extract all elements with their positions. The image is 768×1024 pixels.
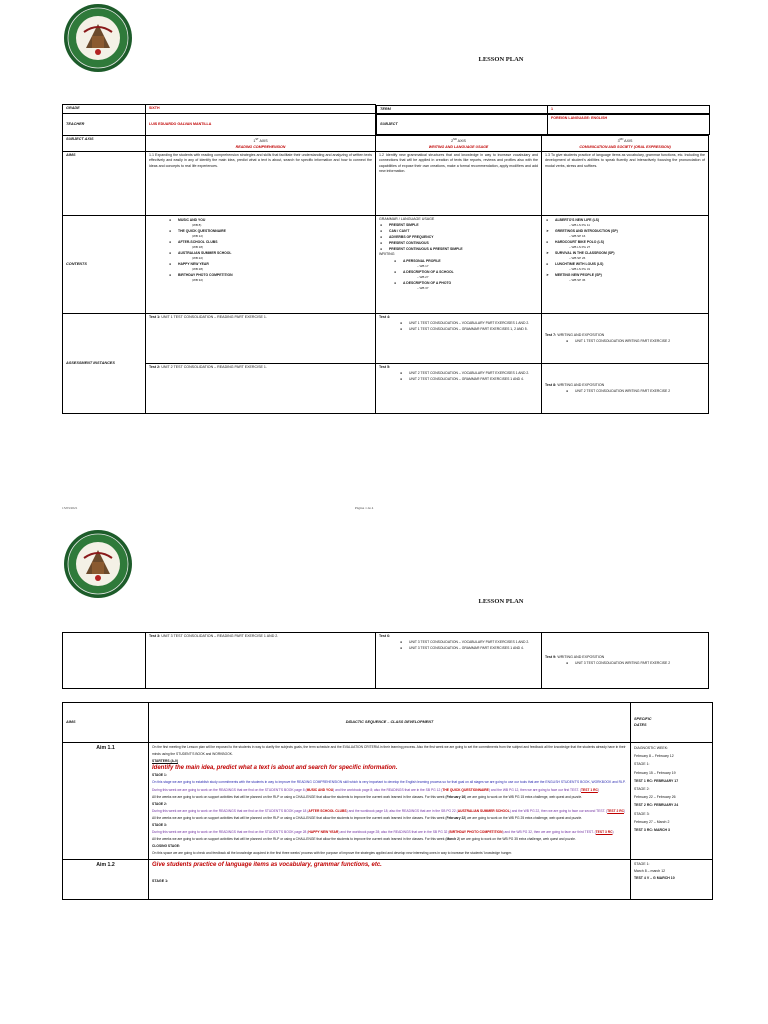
list-item: ● UNIT 1 TEST CONSOLIDATION – GRAMMAR PART EXERCISES 1, 2 AND 5. — [400, 327, 528, 332]
contents-reading — [146, 215, 376, 313]
axis-label: SUBJECT AXIS — [63, 135, 146, 151]
lesson-plan-title: LESSON PLAN — [478, 598, 524, 605]
list-item: ● HAPPY NEW YEAR (WB 28) — [169, 261, 209, 271]
grade-row — [63, 105, 709, 114]
contents-row — [63, 215, 709, 313]
test-4-cell: Test 4: ● UNIT 1 TEST CONSOLIDATION – VOCABULARY PART EXERCISES 1 AND 2. ● UNIT 1 TEST CONSOLIDATION – GRAMMAR PART EXERCISES 1, 2 AND 5. — [376, 313, 542, 363]
assessment-label: ASSESSMENT INSTANCES — [63, 313, 146, 413]
contents-writing: GRAMMAR / LANGUAGE USAGE ● PRESENT SIMPLE ● CAN / CAN'T ● ADVERBS OF FREQUENCY ● PRESENT CONTINUOUS ● PRESENT CONTINUOUS & PRESENT SIMPLE WRITING ● A PERSONAL PROFILE – WB 17 ● A DESCRIPTION OF A SCHOOL – WB 27 ● A DESCRIPTION OF A PHOTO – WB 37 — [376, 215, 542, 313]
axis-2: 2ND AXIS WRITING AND LANGUAGE USAGE — [376, 135, 542, 151]
test-7-cell: Test 7: WRITING AND EXPOSITION ● UNIT 1 TEST CONSOLIDATION WRITING PART EXERCISE 2 — [542, 313, 709, 363]
aims-header: AIMS — [63, 703, 149, 743]
list-item: ● UNIT 1 TEST CONSOLIDATION WRITING PART EXERCISE 2 — [566, 339, 671, 344]
dates-header: SPECIFIC DATES — [631, 703, 713, 743]
list-item: ➤ GREETINGS AND INTRODUCTION (SP) – WB SP 16 — [546, 228, 618, 238]
test-3-cell: Test 3: UNIT 3 TEST CONSOLIDATION – READING PART EXERCISE 1 AND 2. — [146, 633, 376, 689]
list-item: ● UNIT 3 TEST CONSOLIDATION WRITING PART EXERCISE 2 — [566, 661, 671, 666]
list-item: ● UNIT 2 TEST CONSOLIDATION – VOCABULARY PART EXERCISES 1 AND 2. — [400, 371, 530, 376]
list-item: ● PRESENT SIMPLE — [380, 223, 419, 228]
teacher-value: LUIS EDUARDO GALVAN MANTILLA — [146, 114, 376, 136]
list-item: ● THE QUICK QUESTIONNAIRE (WB 12) — [169, 228, 226, 238]
aim-1-1-sequence: On the first meeting the Lesson plan will be exposed to the students in way to clarify the subjects goals, the term schedule and the EVALUATION CRITERIA in their learning process. Also the first week we are going to set the commitments from the subject and feedback all the knowledge that the students already have in their minds using the STUDENT'S BOOK and WORKBOOK. STARTERS (A-0) Identify the main idea, predict what a text is about and search for specific information. STAGE 1: On this stage we are going to establish study commitments with the students in way to improve the READING COMPREHENSION skill which is very important to develop the English learning process so for that goal on all stages we are going to use our tools that are the ENGLISH STUDENT'S BOOK, WORKBOOK and RLP. During this week we are going to work on the READINGS that we find on the STUDENT'S BOOK page 8 (MUSIC AND YOU) and the workbook page 8; also the READINGS that are in the SB PG 12 (THE QUICK QUESTIONNAIRE) and the WB PG 12, then we are going to face our first TEST. (TEST 1 RC) All the weeks we are going to work on support activities that will be planned on the RLP or using a CHALLENGE that allow the students to improve the current work learned in the classes. For this week (February 16) we are going to work on the WB PG 15 extra challenge, web quest and puzzle. STAGE 2: During this week we are going to work on the READINGS that we find on the STUDENT'S BOOK page 18 (AFTER SCHOOL CLUBS) and the workbook page 18; also the READINGS that are in the SB PG 22 (AUSTRALIAN SUMMER SCHOOL) and the WB PG 22, then we are going to face our second TEST. (TEST 2 RC) All the weeks we are going to work on support activities that will be planned on the RLP or using a CHALLENGE that allow the students to improve the current work learned in the classes. For this week (February 22) we are going to work on the WB PG 25 extra challenge, web quest and puzzle. STAGE 3: During this week we are going to work on the READINGS that we find on the STUDENT'S BOOK page 28 (HAPPY NEW YEAR) and the workbook page 28; also the READINGS that are in the SB PG 32 (BIRTHDAY PHOTO COMPETITION) and the WB PG 32, then we are going to face our third TEST. (TEST 3 RC) All the weeks we are going to work on support activities that will be planned on the RLP or using a CHALLENGE that allow the students to improve the current work learned in the classes. For this week (March 2) we are going to work on the WB PG 35 extra challenge, web quest and puzzle. CLOSING STAGE: On this space we are going to check and feedback all the knowledge acquired in the first three weeks' process with the purpose of improve the strategies applied and develop new interesting ones in way to increase the students' knowledge hunger. — [149, 743, 631, 860]
term-value: 1 — [548, 105, 710, 113]
list-item: ● A PERSONAL PROFILE – WB 17 — [394, 258, 441, 268]
aim-1-2-headline: Give students practice of language items as vocabulary, grammar functions, etc. — [152, 861, 382, 868]
lesson-plan-table-1 — [62, 104, 709, 414]
list-item: ● CAN / CAN'T — [380, 229, 410, 234]
test-8-cell: Test 8: WRITING AND EXPOSITION ● UNIT 2 TEST CONSOLIDATION WRITING PART EXERCISE 2 — [542, 363, 709, 413]
aim-1-1-headline: Identify the main idea, predict what a text is about and search for specific information. — [152, 765, 398, 772]
axis-row — [63, 135, 709, 151]
axis-1: 1ST AXIS READING COMPREHENSION — [146, 135, 376, 151]
teacher-label: TEACHER — [63, 114, 146, 136]
aim-1-1-label: Aim 1.1 — [63, 743, 149, 860]
assessment-row-2 — [63, 363, 709, 413]
list-item: ● A DESCRIPTION OF A PHOTO – WB 37 — [394, 280, 452, 290]
school-seal-logo — [62, 2, 134, 74]
aim-1-2-label: Aim 1.2 — [63, 859, 149, 899]
test-5-cell: Test 5: ● UNIT 2 TEST CONSOLIDATION – VOCABULARY PART EXERCISES 1 AND 2. ● UNIT 2 TEST CONSOLIDATION – GRAMMAR PART EXERCISES 1 AND 4. — [376, 363, 542, 413]
assessment-row-1 — [63, 313, 709, 363]
aim-1-2-text: 1.2 Identify new grammatical structures that and knowledge in way to increase vocabulary and connections that will be applied in creation of texts like reports, reviews and profiles also with the capabilities of expose their own creations, make a formal recommendation, apply modifiers and add new information. — [376, 151, 542, 215]
list-item: ➤ SURVIVAL IN THE CLASSROOM (SP) – WB SP 26 — [546, 250, 615, 260]
test-6-cell: Test 6: ● UNIT 3 TEST CONSOLIDATION – VOCABULARY PART EXERCISES 1 AND 2. ● UNIT 3 TEST CONSOLIDATION – GRAMMAR PART EXERCISES 1 AND 4. — [376, 633, 542, 689]
footer-page-number: Página 1 de 4 — [355, 506, 374, 510]
list-item: ● UNIT 3 TEST CONSOLIDATION – GRAMMAR PART EXERCISES 1 AND 4. — [400, 646, 524, 651]
list-item: ● PRESENT CONTINUOUS & PRESENT SIMPLE — [380, 247, 463, 252]
footer-date: 15/03/2021 — [62, 506, 78, 510]
list-item: ● BIRTHDAY PHOTO COMPETITION (WB 32) — [169, 272, 233, 282]
aim-1-2-sequence: Give students practice of language items as vocabulary, grammar functions, etc. STAGE 1: — [149, 859, 631, 899]
list-item: ● UNIT 3 TEST CONSOLIDATION – VOCABULARY PART EXERCISES 1 AND 2. — [400, 640, 530, 645]
aim-1-1-text: 1.1 Expanding the students with reading comprehension strategies and skills that facilitate their understanding and analyzing of written texts effectively and easily in any of identify the main idea, predict what a text is about, search for specific information and how to connect the ideas and concepts to real life experiences. — [146, 151, 376, 215]
aim-1-2-row — [63, 859, 713, 899]
list-item: ● LUNCHTIME WITH LOUIS (LS) – WB LS PG 31 — [546, 261, 604, 271]
assessment-continued-table — [62, 632, 709, 689]
aim-1-1-row — [63, 743, 713, 860]
test-1-cell: Test 1: UNIT 1 TEST CONSOLIDATION – READING PART EXERCISE 1. — [146, 313, 376, 363]
axis-3: 3RD AXIS COMUNICATION AND SOCIETY (ORAL EXPRESSION) — [542, 135, 709, 151]
test-2-cell: Test 2: UNIT 2 TEST CONSOLIDATION – READING PART EXERCISE 1. — [146, 363, 376, 413]
list-item: ● AUSTRALIAN SUMMER SCHOOL (WB 22) — [169, 250, 232, 260]
list-item: ● UNIT 1 TEST CONSOLIDATION – VOCABULARY PART EXERCISES 1 AND 2. — [400, 321, 530, 326]
contents-speaking — [542, 215, 709, 313]
list-item: ● AFTER-SCHOOL CLUBS (WB 18) — [169, 239, 218, 249]
list-item: ● UNIT 2 TEST CONSOLIDATION WRITING PART EXERCISE 2 — [566, 389, 671, 394]
subject-label: SUBJECT — [377, 114, 548, 134]
aim-1-2-dates: STAGE 1: March 8 – march 12 TEST 4 V – G MARCH 10 — [631, 859, 713, 899]
lesson-plan-title: LESSON PLAN — [478, 56, 524, 63]
aims-row — [63, 151, 709, 215]
grade-label: GRADE — [63, 105, 146, 114]
list-item: ● A DESCRIPTION OF A SCHOOL – WB 27 — [394, 269, 454, 279]
contents-label: CONTENTS — [63, 215, 146, 313]
list-item: ● HARDCOURT BIKE POLO (LS) – WB LS PG 27 — [546, 239, 604, 249]
page-1 — [0, 0, 768, 510]
list-item: ● MUSIC AND YOU (WB 8) — [169, 217, 206, 227]
list-item: ● UNIT 2 TEST CONSOLIDATION – GRAMMAR PART EXERCISES 1 AND 4. — [400, 377, 524, 382]
aims-label: AIMS — [63, 151, 146, 215]
list-item: ● ALBERTO'S NEW LIFE (LS) – WB LS PG 11 — [546, 217, 600, 227]
school-seal-logo — [62, 528, 134, 600]
test-9-cell: Test 9: WRITING AND EXPOSITION ● UNIT 3 TEST CONSOLIDATION WRITING PART EXERCISE 2 — [542, 633, 709, 689]
teacher-row — [63, 114, 709, 136]
list-item: ➤ MEETING NEW PEOPLE (SP) – WB SP 36 — [546, 272, 602, 282]
aim-1-3-text: 1.3 To give students practice of language items as vocabulary, grammar functions, etc. Including the development of student's abilities to speak fluently and interactively focusing the pronunciation of modal verbs, stress and suffixes. — [542, 151, 709, 215]
grade-value: SIXTH — [146, 105, 376, 114]
aim-1-1-dates: DIAGNOSTIC WEEK: February 8 – February 12 STAGE 1: February 15 – February 19 TEST 1 RC: FEBRUARY 17 STAGE 2: February 22 – February 26 TEST 2 RC: FEBRUARY 24 STAGE 3: February 27 – March 2 TEST 3 RC: MARCH 3 — [631, 743, 713, 860]
list-item: ● PRESENT CONTINUOUS — [380, 241, 429, 246]
didactic-header: DIDACTIC SEQUENCE – CLASS DEVELOPMENT — [149, 703, 631, 743]
list-item: ● ADVERBS OF FREQUENCY — [380, 235, 434, 240]
term-label: TERM — [377, 105, 548, 113]
subject-value: FOREIGN LANGUAGE: ENGLISH — [548, 114, 710, 134]
didactic-sequence-table — [62, 702, 713, 900]
